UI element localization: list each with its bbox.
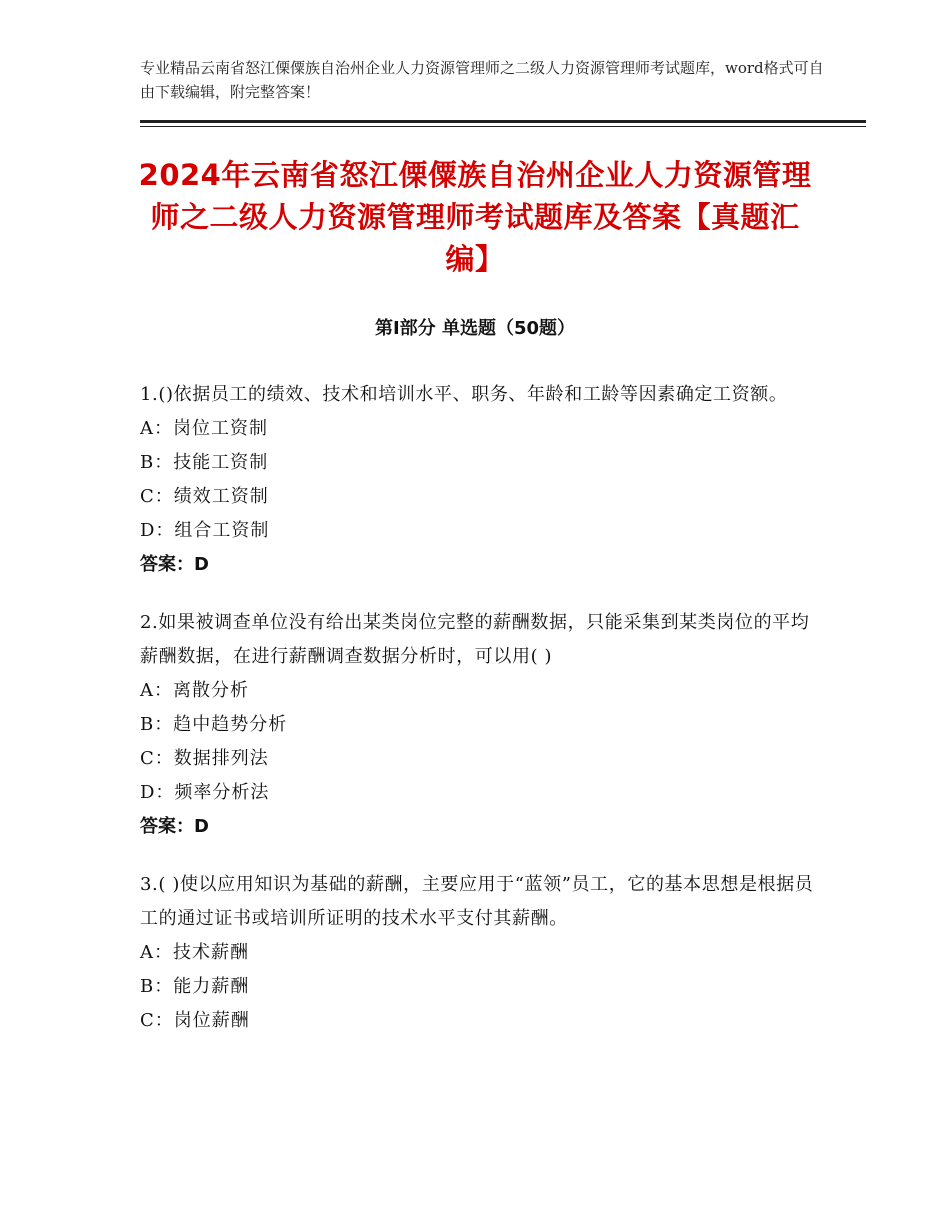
question-text: 1.()依据员工的绩效、技术和培训水平、职务、年龄和工龄等因素确定工资额。 xyxy=(140,384,788,405)
option-b: B：能力薪酬 xyxy=(140,976,250,997)
header-divider-thin xyxy=(140,126,866,127)
option-a: A：离散分析 xyxy=(140,680,249,701)
option-d: D：组合工资制 xyxy=(140,520,270,541)
section-title: 第Ⅰ部分 单选题（50题） xyxy=(374,318,575,339)
header-note: 专业精品云南省怒江傈僳族自治州企业人力资源管理师之二级人力资源管理师考试题库，word格式可自由下载编辑，附完整答案！ xyxy=(140,59,824,101)
header-divider-thick xyxy=(140,120,866,123)
question-text: 3.( )使以应用知识为基础的薪酬，主要应用于“蓝领”员工，它的基本思想是根据员工的通过证书或培训所证明的技术水平支付其薪酬。 xyxy=(140,874,814,929)
option-d: D：频率分析法 xyxy=(140,782,270,803)
option-b: B：技能工资制 xyxy=(140,452,269,473)
answer: 答案：D xyxy=(140,554,209,575)
question-text: 2.如果被调查单位没有给出某类岗位完整的薪酬数据，只能采集到某类岗位的平均薪酬数据，在进行薪酬调查数据分析时，可以用( ) xyxy=(140,612,810,667)
question-2 xyxy=(140,606,820,844)
option-a: A：岗位工资制 xyxy=(140,418,268,439)
option-c: C：岗位薪酬 xyxy=(140,1010,250,1031)
question-1 xyxy=(140,378,820,582)
option-c: C：绩效工资制 xyxy=(140,486,269,507)
question-3 xyxy=(140,868,820,1038)
option-b: B：趋中趋势分析 xyxy=(140,714,288,735)
question-list xyxy=(140,378,820,1062)
answer: 答案：D xyxy=(140,816,209,837)
option-a: A：技术薪酬 xyxy=(140,942,249,963)
document-title: 2024年云南省怒江傈僳族自治州企业人力资源管理师之二级人力资源管理师考试题库及答案【真题汇编】 xyxy=(138,158,812,276)
option-c: C：数据排列法 xyxy=(140,748,269,769)
